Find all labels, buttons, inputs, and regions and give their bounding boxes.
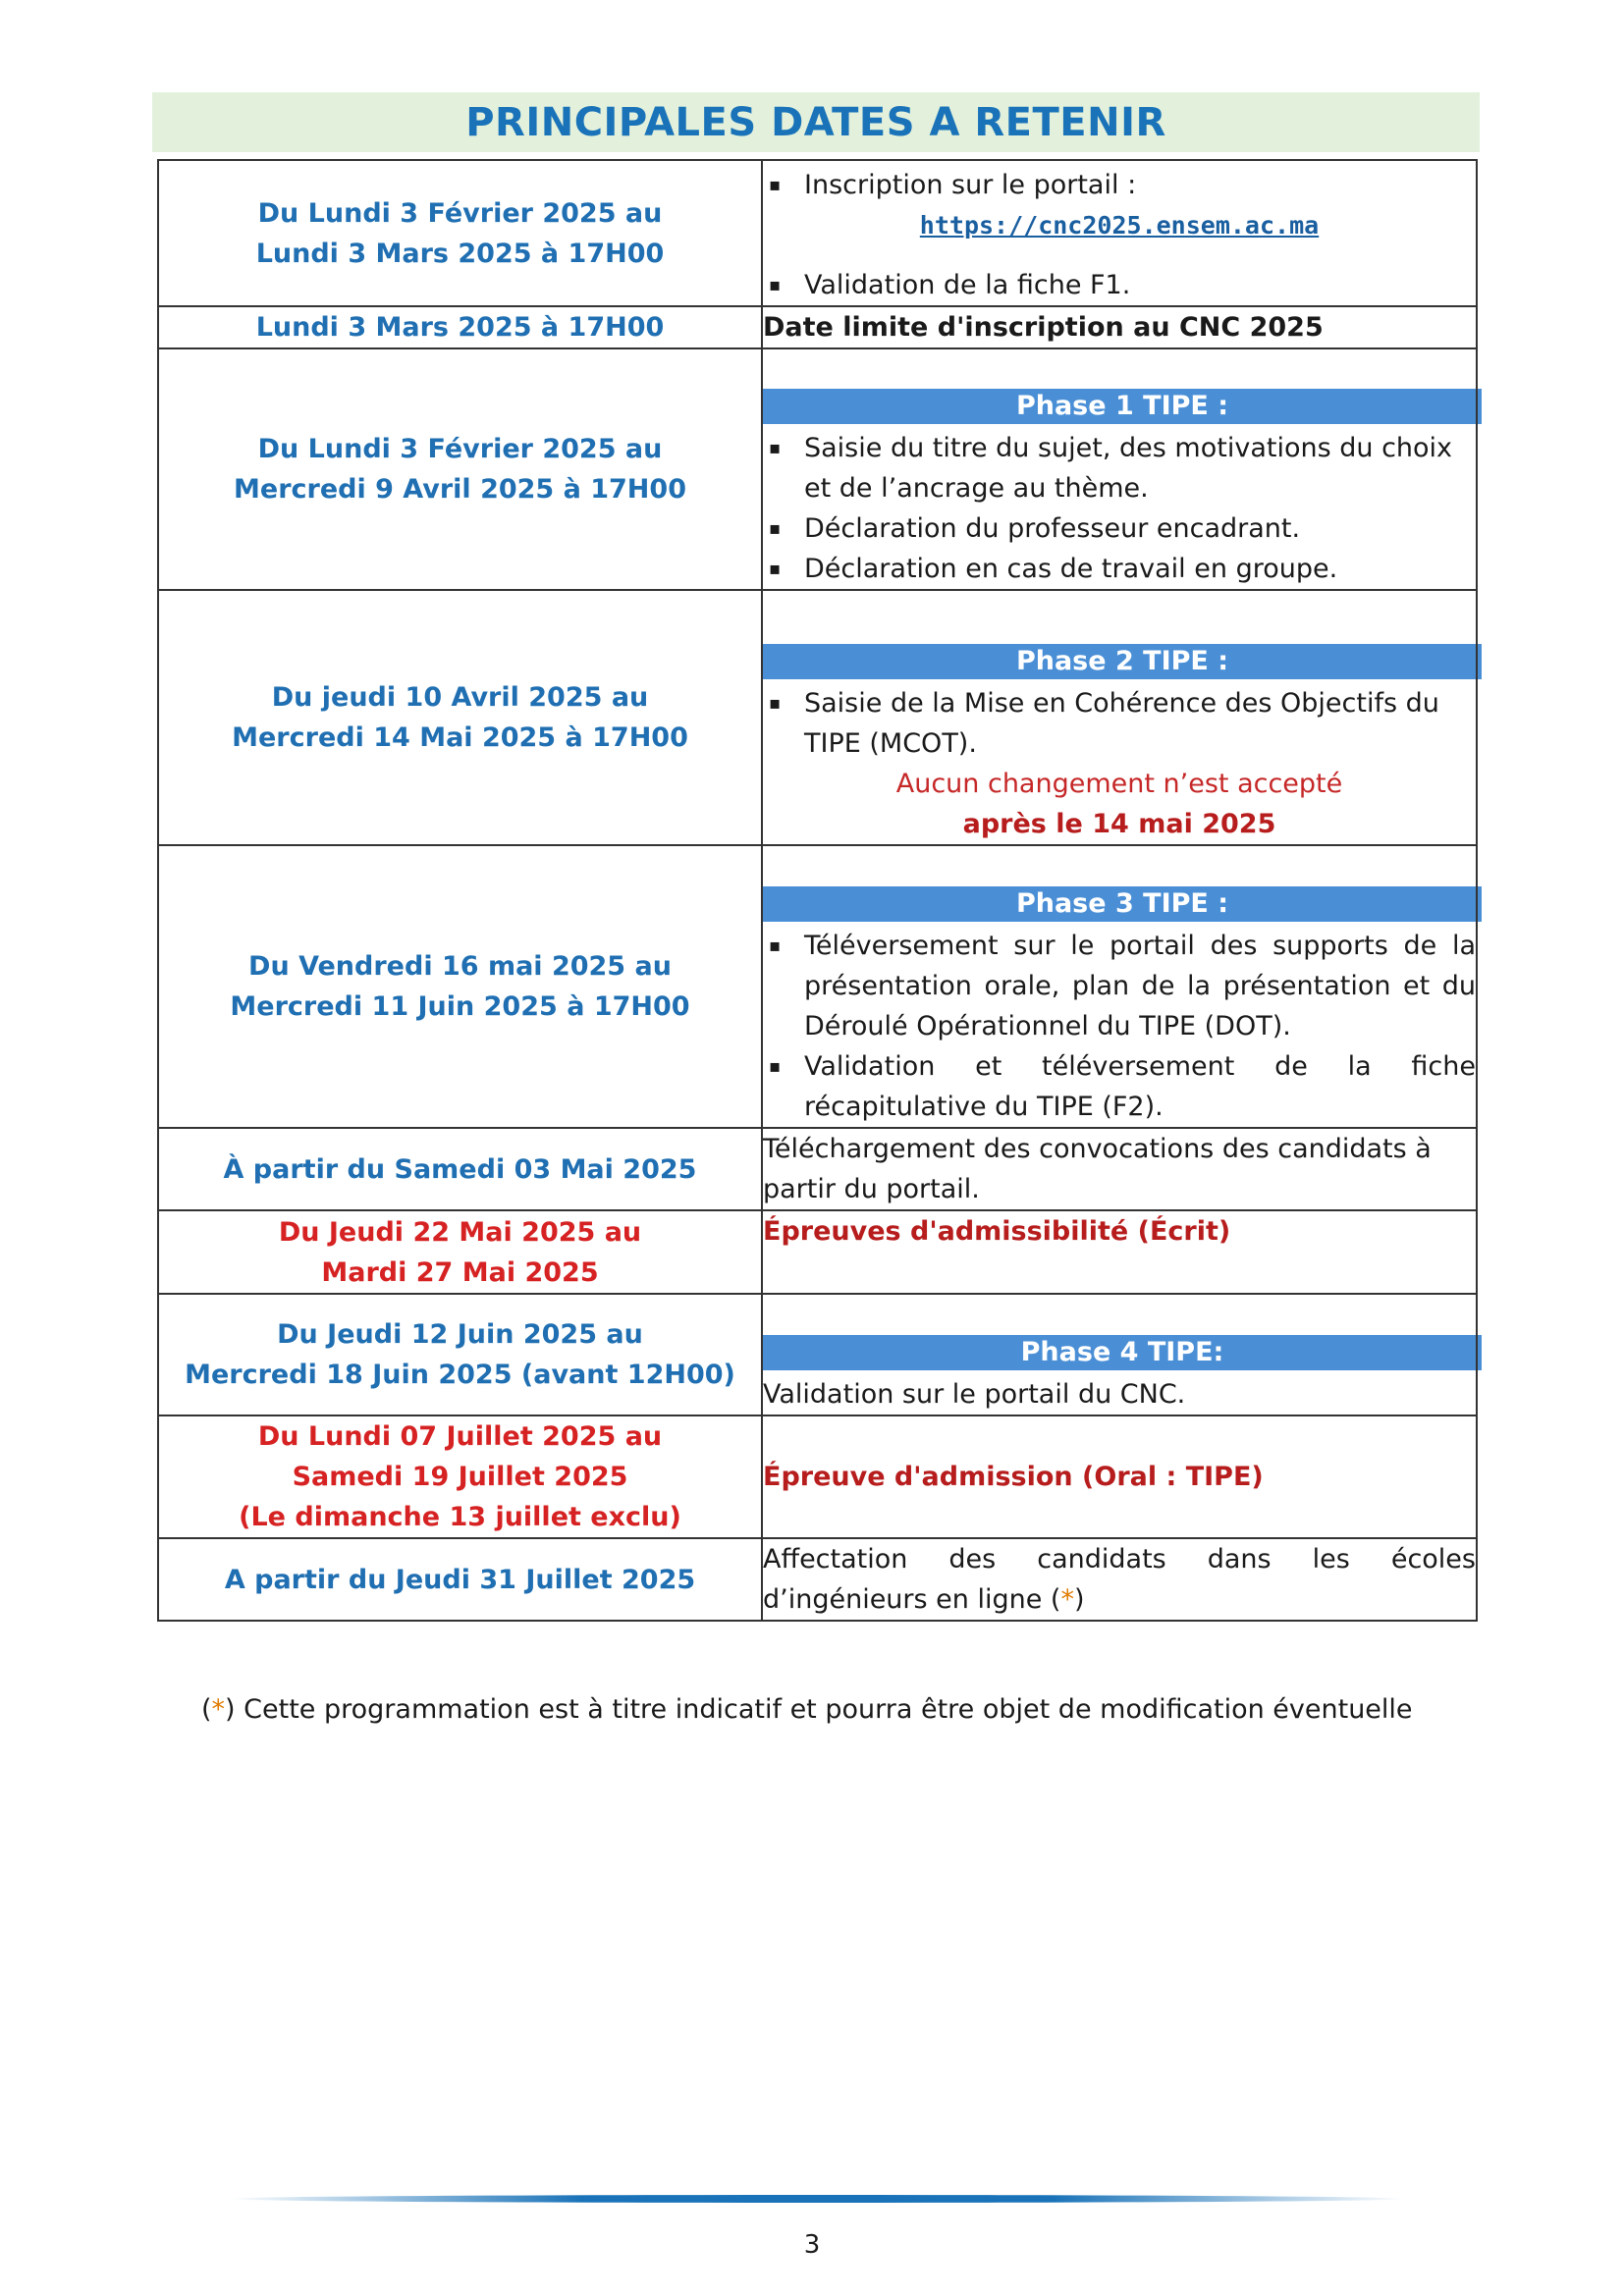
- date-cell: [158, 1294, 762, 1415]
- list-item-text: Validation et téléversement de la fiche récapitulative du TIPE (F2).: [804, 1051, 1476, 1122]
- date-line: Du Lundi 3 Février 2025 au: [257, 197, 663, 229]
- list-item: [763, 549, 1476, 589]
- list-item-text: Déclaration du professeur encadrant.: [804, 513, 1301, 544]
- date-line: Du Lundi 3 Février 2025 au: [257, 434, 663, 464]
- date-line: Mardi 27 Mai 2025: [321, 1256, 599, 1288]
- list-item-text: Inscription sur le portail :: [804, 170, 1137, 200]
- description-cell: [762, 160, 1477, 306]
- description-cell: [762, 845, 1477, 1128]
- description-cell: [762, 348, 1477, 590]
- date-cell: [158, 306, 762, 348]
- date-line: Du Jeudi 12 Juin 2025 au: [277, 1319, 643, 1350]
- list-item: [763, 1046, 1476, 1127]
- list-item: [763, 165, 1476, 205]
- bullet-icon: ▪: [769, 1056, 782, 1077]
- date-cell: [158, 348, 762, 590]
- date-cell: [158, 160, 762, 306]
- list-item-text: Validation de la fiche F1.: [804, 270, 1131, 300]
- list-item: [763, 683, 1476, 764]
- asterisk: *: [1060, 1584, 1074, 1615]
- list-item: [763, 265, 1476, 305]
- list-item: [763, 428, 1476, 508]
- table-row: [158, 160, 1477, 306]
- exam-text: Épreuves d'admissibilité (Écrit): [763, 1216, 1231, 1247]
- date-line: Du Lundi 07 Juillet 2025 au: [257, 1421, 663, 1452]
- phase-header: Phase 3 TIPE :: [763, 886, 1482, 922]
- asterisk: *: [211, 1694, 226, 1725]
- list-item: [763, 926, 1476, 1046]
- text-part: (: [201, 1694, 212, 1725]
- bullet-icon: ▪: [769, 518, 782, 539]
- date-line: Mercredi 14 Mai 2025 à 17H00: [232, 722, 688, 753]
- deadline-text: Date limite d'inscription au CNC 2025: [763, 312, 1324, 343]
- date-line: Du Jeudi 22 Mai 2025 au: [278, 1216, 642, 1248]
- date-line: Du jeudi 10 Avril 2025 au: [271, 682, 649, 713]
- bullet-icon: ▪: [769, 275, 782, 295]
- description-cell: [762, 306, 1477, 348]
- description-cell: [762, 1538, 1477, 1621]
- portal-link[interactable]: https://cnc2025.ensem.ac.ma: [919, 211, 1320, 240]
- date-line: Lundi 3 Mars 2025 à 17H00: [255, 238, 665, 269]
- date-line: Mercredi 11 Juin 2025 à 17H00: [230, 991, 690, 1022]
- table-row: [158, 348, 1477, 590]
- page-title: PRINCIPALES DATES A RETENIR: [465, 99, 1166, 145]
- phase-header: Phase 2 TIPE :: [763, 644, 1482, 679]
- phase-header: Phase 1 TIPE :: [763, 389, 1482, 424]
- text-part: Affectation des candidats dans les écoles d’ingénieurs en ligne (: [763, 1544, 1476, 1615]
- date-cell: [158, 1128, 762, 1210]
- description-cell: [762, 1294, 1477, 1415]
- bullet-icon: ▪: [769, 935, 782, 956]
- description-text: Téléchargement des convocations des candidats à partir du portail.: [763, 1134, 1432, 1204]
- table-row: [158, 1294, 1477, 1415]
- description-cell: [762, 1210, 1477, 1294]
- title-banner: [152, 92, 1480, 152]
- table-row: [158, 845, 1477, 1128]
- date-cell: [158, 845, 762, 1128]
- date-cell: [158, 1538, 762, 1621]
- table-row: [158, 1415, 1477, 1538]
- bullet-icon: ▪: [769, 693, 782, 714]
- table-row: [158, 306, 1477, 348]
- date-line: A partir du Jeudi 31 Juillet 2025: [224, 1564, 696, 1595]
- list-item-text: Téléversement sur le portail des supports de la présentation orale, plan de la présentation et du Déroulé Opérationnel du TIPE (DOT).: [804, 931, 1476, 1041]
- page-number: 3: [803, 2230, 821, 2260]
- date-line: Du Vendredi 16 mai 2025 au: [248, 951, 672, 982]
- footer-divider: [228, 2195, 1406, 2203]
- list-item-text: Déclaration en cas de travail en groupe.: [804, 554, 1338, 584]
- description-cell: [762, 1415, 1477, 1538]
- date-cell: [158, 1210, 762, 1294]
- table-row: [158, 1210, 1477, 1294]
- description-cell: [762, 590, 1477, 845]
- table-row: [158, 1538, 1477, 1621]
- date-line: Mercredi 18 Juin 2025 (avant 12H00): [185, 1360, 735, 1390]
- bullet-icon: ▪: [769, 175, 782, 195]
- date-cell: [158, 1415, 762, 1538]
- text-part: ): [1073, 1584, 1085, 1615]
- date-line: Lundi 3 Mars 2025 à 17H00: [255, 312, 665, 343]
- warning-note: Aucun changement n’est accepté: [895, 769, 1343, 799]
- dates-table: [157, 159, 1478, 1622]
- warning-date: après le 14 mai 2025: [962, 809, 1276, 839]
- phase-header: Phase 4 TIPE:: [763, 1335, 1482, 1370]
- date-line: (Le dimanche 13 juillet exclu): [239, 1502, 681, 1532]
- date-line: Samedi 19 Juillet 2025: [292, 1462, 628, 1492]
- table-row: [158, 1128, 1477, 1210]
- exam-text: Épreuve d'admission (Oral : TIPE): [763, 1462, 1264, 1492]
- list-item-text: Saisie du titre du sujet, des motivations du choix et de l’ancrage au thème.: [804, 433, 1453, 504]
- bullet-icon: ▪: [769, 438, 782, 458]
- description-cell: [762, 1128, 1477, 1210]
- table-row: [158, 590, 1477, 845]
- list-item-text: Saisie de la Mise en Cohérence des Objectifs du TIPE (MCOT).: [804, 688, 1439, 759]
- list-item: [763, 508, 1476, 549]
- footnote-text: ) Cette programmation est à titre indicatif et pourra être objet de modification éventuelle: [225, 1694, 1413, 1725]
- footnote: [201, 1690, 1413, 1730]
- bullet-icon: ▪: [769, 559, 782, 579]
- date-line: Mercredi 9 Avril 2025 à 17H00: [234, 474, 686, 505]
- date-cell: [158, 590, 762, 845]
- date-line: À partir du Samedi 03 Mai 2025: [223, 1153, 697, 1185]
- description-text: [763, 1539, 1476, 1620]
- description-text: Validation sur le portail du CNC.: [763, 1379, 1186, 1410]
